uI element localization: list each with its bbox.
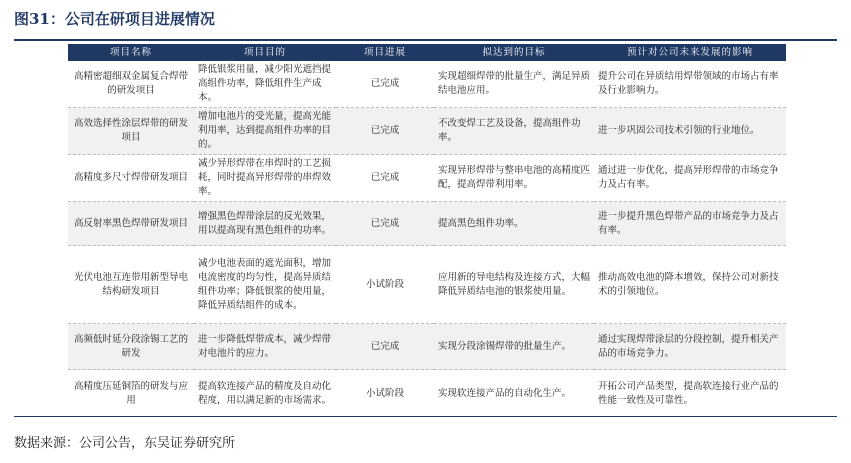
header-project-name: 项目名称 [68,44,194,61]
table-row [68,202,786,246]
cell-project-name: 高频低时延分段涂锡工艺的研发 [68,324,194,370]
title-divider [14,39,837,41]
cell-project-purpose: 减少电池表面的遮光面积，增加电流密度的均匀性，提高异质结组件功率；降低银浆的使用量，降低异质结组件的成本。 [194,246,336,324]
table-bottom-divider [14,416,837,417]
cell-project-progress: 小试阶段 [336,246,434,324]
cell-target: 提高黑色组件功率。 [434,202,594,246]
cell-impact: 开拓公司产品类型，提高软连接行业产品的性能一致性及可靠性。 [598,380,779,406]
table-row [68,155,786,202]
cell-project-purpose: 降低银浆用量，减少阳光遮挡提高组件功率，降低组件生产成本。 [194,61,336,108]
table-row [68,370,786,418]
cell-project-name: 高反射率黑色焊带研发项目 [68,202,194,246]
cell-project-name: 高精度压延铜箔的研发与应用 [73,380,188,406]
cell-project-name: 高效选择性涂层焊带的研发项目 [68,108,194,155]
cell-target: 实现超细焊带的批量生产，满足异质结电池应用。 [434,61,594,108]
header-impact: 预计对公司未来发展的影响 [594,44,786,61]
cell-project-purpose: 提高软连接产品的精度及自动化程度，用以满足新的市场需求。 [198,380,332,406]
cell-target: 实现分段涂锡焊带的批量生产。 [434,324,594,370]
header-row [68,44,786,61]
table-body [68,61,786,418]
cell-project-purpose: 增加电池片的受光量，提高光能利用率，达到提高组件功率的目的。 [194,108,336,155]
cell-project-progress: 已完成 [336,324,434,370]
cell-target: 应用新的导电结构及连接方式，大幅降低异质结电池的银浆使用量。 [434,246,594,324]
cell-project-progress: 已完成 [336,61,434,108]
cell-project-name: 高精密超细双金属复合焊带的研发项目 [68,61,194,108]
cell-project-purpose: 减少异形焊带在串焊时的工艺损耗，同时提高异形焊带的串焊效率。 [194,155,336,202]
header-target: 拟达到的目标 [434,44,594,61]
cell-target: 实现异形焊带与整串电池的高精度匹配，提高焊带利用率。 [434,155,594,202]
cell-project-name: 高精度多尺寸焊带研发项目 [68,155,194,202]
cell-project-purpose: 增强黑色焊带涂层的反光效果，用以提高现有黑色组件的功率。 [194,202,336,246]
table-row [68,61,786,108]
table-row [68,246,786,324]
cell-project-progress: 已完成 [336,108,434,155]
table-row [68,324,786,370]
rd-projects-table [68,44,786,418]
cell-project-progress: 小试阶段 [365,387,404,399]
cell-target: 实现软连接产品的自动化生产。 [438,387,572,399]
table-header [68,44,786,61]
source-note: 数据来源：公司公告，东吴证券研究所 [14,436,236,451]
cell-impact: 进一步提升黑色焊带产品的市场竞争力及占有率。 [594,202,786,246]
header-project-progress: 项目进展 [336,44,434,61]
cell-project-progress: 已完成 [336,202,434,246]
cell-impact: 通过实现焊带涂层的分段控制，提升相关产品的市场竞争力。 [594,324,786,370]
cell-project-progress: 已完成 [336,155,434,202]
header-project-purpose: 项目目的 [194,44,336,61]
figure-title: 图31：公司在研项目进展情况 [14,10,215,28]
cell-impact: 推动高效电池的降本增效，保持公司对新技术的引领地位。 [594,246,786,324]
cell-project-name: 光伏电池互连带用新型导电结构研发项目 [68,246,194,324]
cell-impact: 提升公司在异质结用焊带领域的市场占有率及行业影响力。 [594,61,786,108]
cell-target: 不改变焊工艺及设备，提高组件功率。 [434,108,594,155]
cell-impact: 通过进一步优化，提高异形焊带的市场竞争力及占有率。 [594,155,786,202]
cell-impact: 进一步巩固公司技术引领的行业地位。 [594,108,786,155]
table-row [68,108,786,155]
cell-project-purpose: 进一步降低焊带成本，减少焊带对电池片的应力。 [194,324,336,370]
